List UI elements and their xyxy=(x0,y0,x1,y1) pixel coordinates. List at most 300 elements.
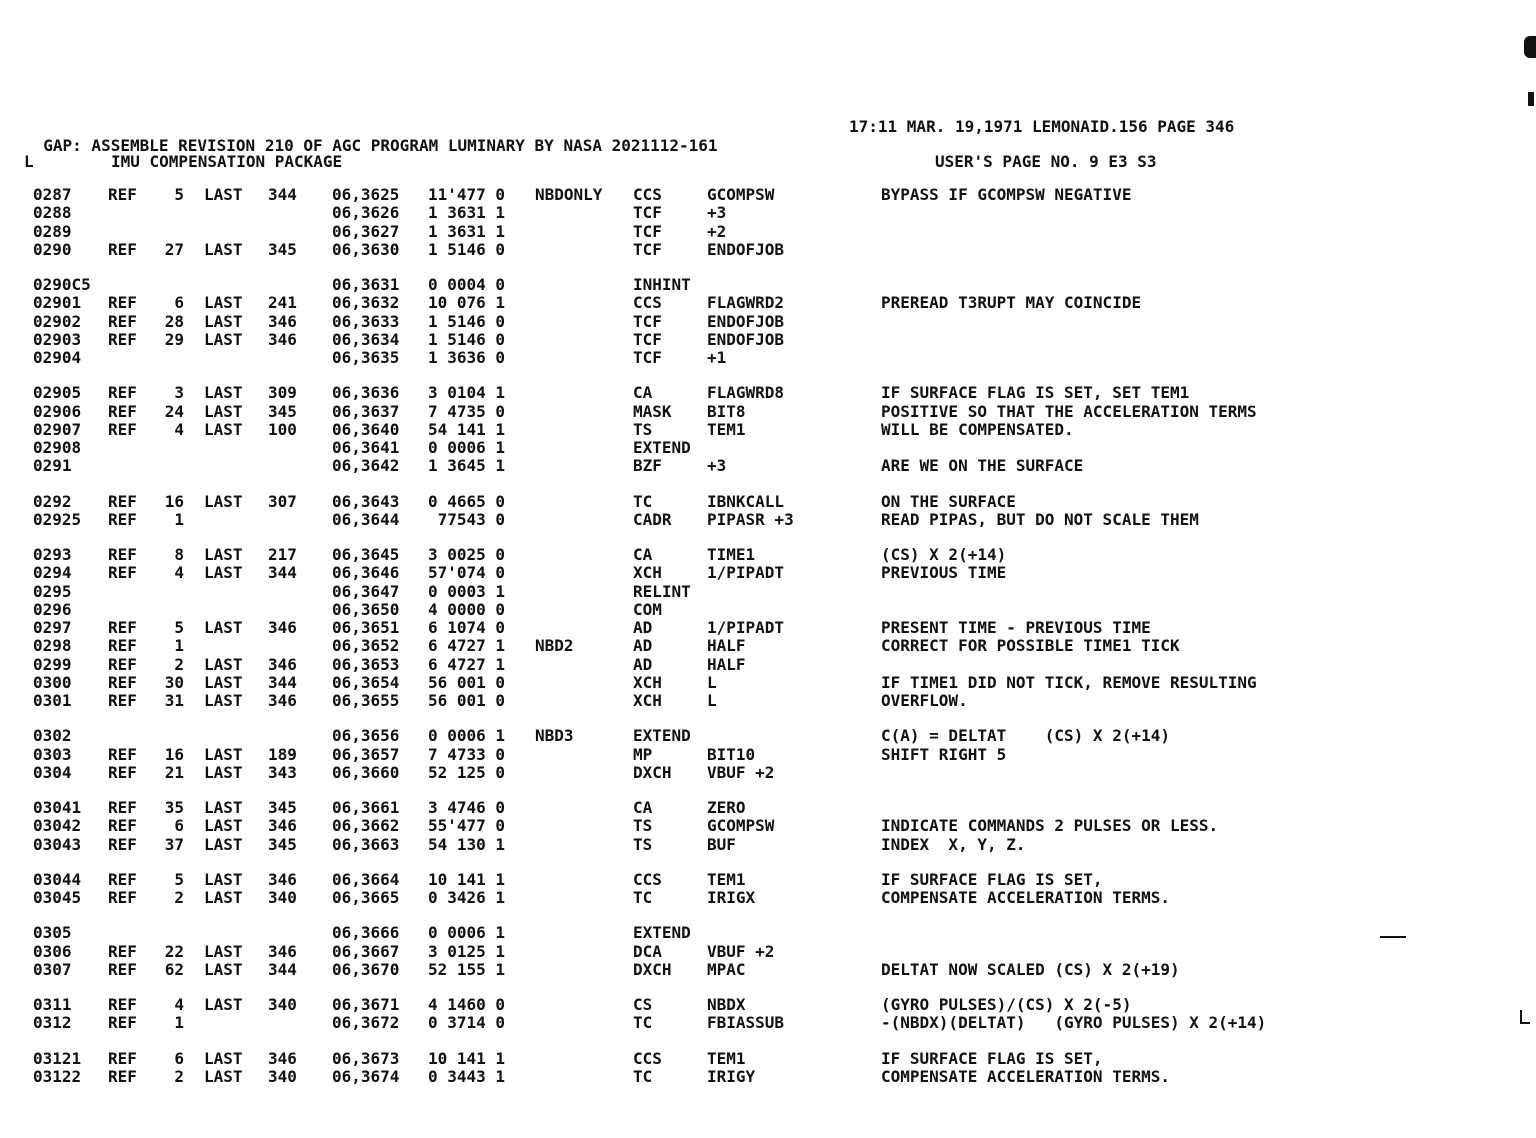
ref-count: 5 xyxy=(174,869,184,889)
operand: VBUF +2 xyxy=(707,762,775,782)
blank-line xyxy=(0,907,1536,924)
opcode: CCS xyxy=(633,869,662,889)
operand: TIME1 xyxy=(707,545,756,564)
address: 06,3670 xyxy=(332,959,400,979)
last-page: 346 xyxy=(268,816,297,836)
last-page: 346 xyxy=(268,1048,297,1068)
listing-row xyxy=(0,889,1536,907)
address: 06,3652 xyxy=(332,636,400,656)
opcode: RELINT xyxy=(633,581,691,601)
address: 06,3653 xyxy=(332,654,400,674)
comment: INDEX X, Y, Z. xyxy=(881,834,1026,854)
ref-keyword: REF xyxy=(108,545,137,564)
octal-word: 7 4733 0 xyxy=(428,744,506,764)
last-page: 307 xyxy=(268,491,297,511)
line-number: 03042 xyxy=(33,816,82,836)
operand: PIPASR +3 xyxy=(707,509,794,529)
ref-count: 35 xyxy=(164,798,184,817)
last-page: 346 xyxy=(268,311,297,331)
opcode: CCS xyxy=(633,185,662,204)
comment: COMPENSATE ACCELERATION TERMS. xyxy=(881,888,1170,907)
last-keyword: LAST xyxy=(204,941,243,961)
last-keyword: LAST xyxy=(204,239,243,259)
address: 06,3631 xyxy=(332,275,400,294)
line-number: 02904 xyxy=(33,348,82,367)
ref-keyword: REF xyxy=(108,239,137,259)
operand: IBNKCALL xyxy=(707,491,785,511)
opcode: XCH xyxy=(633,672,662,692)
opcode: CCS xyxy=(633,1048,662,1068)
operand: FLAGWRD8 xyxy=(707,383,785,403)
last-page: 344 xyxy=(268,959,297,979)
ref-count: 1 xyxy=(174,636,184,656)
ref-keyword: REF xyxy=(108,1066,137,1086)
last-keyword: LAST xyxy=(204,654,243,674)
opcode: TC xyxy=(633,1013,653,1033)
listing-row xyxy=(0,836,1536,854)
comment: READ PIPAS, BUT DO NOT SCALE THEM xyxy=(881,509,1199,529)
address: 06,3634 xyxy=(332,329,400,349)
operand: ENDOFJOB xyxy=(707,329,785,349)
opcode: CA xyxy=(633,545,653,564)
octal-word: 0 3443 1 xyxy=(428,1066,506,1086)
operand: FLAGWRD2 xyxy=(707,293,785,313)
line-number: 02908 xyxy=(33,438,82,457)
last-page: 340 xyxy=(268,995,297,1014)
listing-row xyxy=(0,674,1536,692)
comment: OVERFLOW. xyxy=(881,691,968,710)
last-keyword: LAST xyxy=(204,1066,243,1086)
comment: (CS) X 2(+14) xyxy=(881,545,1007,564)
comment: PREREAD T3RUPT MAY COINCIDE xyxy=(881,293,1142,313)
operand: GCOMPSW xyxy=(707,185,775,204)
comment: POSITIVE SO THAT THE ACCELERATION TERMS xyxy=(881,401,1257,421)
last-keyword: LAST xyxy=(204,401,243,421)
listing-row xyxy=(0,601,1536,619)
address: 06,3651 xyxy=(332,618,400,637)
operand: +1 xyxy=(707,348,727,367)
address: 06,3647 xyxy=(332,581,400,601)
opcode: EXTEND xyxy=(633,726,691,746)
opcode: TS xyxy=(633,834,653,854)
ref-keyword: REF xyxy=(108,834,137,854)
ref-keyword: REF xyxy=(108,691,137,710)
ref-keyword: REF xyxy=(108,293,137,313)
last-keyword: LAST xyxy=(204,618,243,637)
last-keyword: LAST xyxy=(204,869,243,889)
line-number: 03121 xyxy=(33,1048,82,1068)
ref-keyword: REF xyxy=(108,401,137,421)
last-page: 343 xyxy=(268,762,297,782)
comment: IF SURFACE FLAG IS SET, xyxy=(881,869,1103,889)
octal-word: 0 0003 1 xyxy=(428,581,506,601)
opcode: AD xyxy=(633,654,653,674)
last-page: 346 xyxy=(268,869,297,889)
comment: INDICATE COMMANDS 2 PULSES OR LESS. xyxy=(881,816,1219,836)
comment: SHIFT RIGHT 5 xyxy=(881,744,1007,764)
comment: COMPENSATE ACCELERATION TERMS. xyxy=(881,1066,1170,1086)
opcode: MP xyxy=(633,744,653,764)
ref-count: 4 xyxy=(174,563,184,583)
last-keyword: LAST xyxy=(204,329,243,349)
ref-keyword: REF xyxy=(108,491,137,511)
octal-word: 1 3631 1 xyxy=(428,203,506,223)
octal-word: 52 125 0 xyxy=(428,762,506,782)
scan-mark xyxy=(1524,36,1536,58)
ref-keyword: REF xyxy=(108,383,137,403)
opcode: TC xyxy=(633,491,653,511)
address: 06,3625 xyxy=(332,185,400,204)
octal-word: 1 5146 0 xyxy=(428,311,506,331)
operand: GCOMPSW xyxy=(707,816,775,836)
last-keyword: LAST xyxy=(204,959,243,979)
operand: MPAC xyxy=(707,959,746,979)
operand: HALF xyxy=(707,636,746,656)
opcode: BZF xyxy=(633,456,662,476)
octal-word: 10 076 1 xyxy=(428,293,506,313)
address: 06,3627 xyxy=(332,221,400,241)
listing-row xyxy=(0,331,1536,349)
octal-word: 1 3636 0 xyxy=(428,348,506,367)
opcode: DXCH xyxy=(633,762,672,782)
octal-word: 1 3645 1 xyxy=(428,456,506,476)
last-page: 344 xyxy=(268,672,297,692)
address: 06,3644 xyxy=(332,509,400,529)
address: 06,3672 xyxy=(332,1013,400,1033)
label: NBDONLY xyxy=(535,185,603,204)
ref-keyword: REF xyxy=(108,995,137,1014)
line-number: 02906 xyxy=(33,401,82,421)
operand: IRIGY xyxy=(707,1066,756,1086)
address: 06,3663 xyxy=(332,834,400,854)
octal-word: 0 0006 1 xyxy=(428,438,506,457)
octal-word: 54 141 1 xyxy=(428,419,506,439)
address: 06,3662 xyxy=(332,816,400,836)
line-number: 0288 xyxy=(33,203,72,223)
opcode: TCF xyxy=(633,239,662,259)
octal-word: 1 3631 1 xyxy=(428,221,506,241)
last-keyword: LAST xyxy=(204,995,243,1014)
line-number: 0287 xyxy=(33,185,72,204)
comment: DELTAT NOW SCALED (CS) X 2(+19) xyxy=(881,959,1180,979)
address: 06,3673 xyxy=(332,1048,400,1068)
blank-line xyxy=(0,367,1536,384)
listing-row xyxy=(0,276,1536,294)
ref-keyword: REF xyxy=(108,1013,137,1033)
listing-row xyxy=(0,746,1536,764)
address: 06,3664 xyxy=(332,869,400,889)
line-number: 0289 xyxy=(33,221,72,241)
listing-row xyxy=(0,1068,1536,1086)
listing-row xyxy=(0,457,1536,475)
last-page: 346 xyxy=(268,941,297,961)
octal-word: 0 4665 0 xyxy=(428,491,506,511)
last-keyword: LAST xyxy=(204,691,243,710)
ref-keyword: REF xyxy=(108,816,137,836)
line-number: 03122 xyxy=(33,1066,82,1086)
line-number: 02903 xyxy=(33,329,82,349)
operand: VBUF +2 xyxy=(707,941,775,961)
operand: BUF xyxy=(707,834,736,854)
ref-keyword: REF xyxy=(108,419,137,439)
blank-line xyxy=(0,476,1536,493)
blank-line xyxy=(0,259,1536,276)
operand: ENDOFJOB xyxy=(707,239,785,259)
last-keyword: LAST xyxy=(204,1048,243,1068)
octal-word: 0 0004 0 xyxy=(428,275,506,294)
ref-count: 5 xyxy=(174,618,184,637)
octal-word: 1 5146 0 xyxy=(428,329,506,349)
address: 06,3635 xyxy=(332,348,400,367)
comment: WILL BE COMPENSATED. xyxy=(881,419,1074,439)
scan-mark xyxy=(1380,936,1406,938)
octal-word: 3 0125 1 xyxy=(428,941,506,961)
opcode: EXTEND xyxy=(633,923,691,943)
last-keyword: LAST xyxy=(204,491,243,511)
address: 06,3640 xyxy=(332,419,400,439)
ref-count: 2 xyxy=(174,888,184,907)
comment: IF TIME1 DID NOT TICK, REMOVE RESULTING xyxy=(881,672,1257,692)
blank-line xyxy=(0,979,1536,996)
line-number: 0296 xyxy=(33,599,72,619)
blank-line xyxy=(0,854,1536,871)
blank-line xyxy=(0,529,1536,546)
listing-row xyxy=(0,493,1536,511)
scan-mark xyxy=(1528,92,1534,106)
opcode: XCH xyxy=(633,691,662,710)
last-keyword: LAST xyxy=(204,834,243,854)
line-number: 0306 xyxy=(33,941,72,961)
opcode: INHINT xyxy=(633,275,691,294)
comment: C(A) = DELTAT (CS) X 2(+14) xyxy=(881,726,1170,746)
listing-row xyxy=(0,1050,1536,1068)
opcode: TS xyxy=(633,419,653,439)
operand: BIT10 xyxy=(707,744,756,764)
ref-count: 22 xyxy=(164,941,184,961)
octal-word: 77543 0 xyxy=(428,509,506,529)
line-number: 03041 xyxy=(33,798,82,817)
address: 06,3632 xyxy=(332,293,400,313)
listing-row xyxy=(0,799,1536,817)
last-page: 346 xyxy=(268,618,297,637)
last-keyword: LAST xyxy=(204,293,243,313)
opcode: TC xyxy=(633,1066,653,1086)
last-page: 344 xyxy=(268,185,297,204)
line-number: 0304 xyxy=(33,762,72,782)
ref-keyword: REF xyxy=(108,672,137,692)
ref-count: 29 xyxy=(164,329,184,349)
listing-row xyxy=(0,871,1536,889)
operand: IRIGX xyxy=(707,888,756,907)
comment: CORRECT FOR POSSIBLE TIME1 TICK xyxy=(881,636,1180,656)
line-number: 0301 xyxy=(33,691,72,710)
last-page: 346 xyxy=(268,654,297,674)
last-page: 309 xyxy=(268,383,297,403)
opcode: XCH xyxy=(633,563,662,583)
ref-count: 24 xyxy=(164,401,184,421)
assembly-listing xyxy=(0,186,1536,1086)
address: 06,3665 xyxy=(332,888,400,907)
octal-word: 55'477 0 xyxy=(428,816,506,836)
last-page: 346 xyxy=(268,691,297,710)
ref-count: 4 xyxy=(174,419,184,439)
listing-row xyxy=(0,186,1536,204)
last-keyword: LAST xyxy=(204,185,243,204)
last-page: 340 xyxy=(268,1066,297,1086)
listing-row xyxy=(0,656,1536,674)
last-page: 345 xyxy=(268,798,297,817)
address: 06,3643 xyxy=(332,491,400,511)
octal-word: 4 1460 0 xyxy=(428,995,506,1014)
listing-row xyxy=(0,546,1536,564)
last-keyword: LAST xyxy=(204,563,243,583)
ref-keyword: REF xyxy=(108,509,137,529)
ref-count: 6 xyxy=(174,1048,184,1068)
ref-count: 37 xyxy=(164,834,184,854)
ref-keyword: REF xyxy=(108,941,137,961)
listing-row xyxy=(0,619,1536,637)
operand: +3 xyxy=(707,456,727,476)
address: 06,3630 xyxy=(332,239,400,259)
octal-word: 3 4746 0 xyxy=(428,798,506,817)
comment: ON THE SURFACE xyxy=(881,491,1016,511)
ref-keyword: REF xyxy=(108,329,137,349)
line-number: 0291 xyxy=(33,456,72,476)
opcode: TCF xyxy=(633,221,662,241)
last-page: 189 xyxy=(268,744,297,764)
blank-line xyxy=(0,710,1536,727)
ref-count: 2 xyxy=(174,1066,184,1086)
address: 06,3666 xyxy=(332,923,400,943)
listing-row xyxy=(0,692,1536,710)
opcode: TCF xyxy=(633,329,662,349)
address: 06,3660 xyxy=(332,762,400,782)
operand: BIT8 xyxy=(707,401,746,421)
address: 06,3650 xyxy=(332,599,400,619)
line-number: 0312 xyxy=(33,1013,72,1033)
last-keyword: LAST xyxy=(204,672,243,692)
ref-count: 6 xyxy=(174,293,184,313)
opcode: CCS xyxy=(633,293,662,313)
section-title: IMU COMPENSATION PACKAGE xyxy=(111,152,343,171)
opcode: TS xyxy=(633,816,653,836)
ref-count: 2 xyxy=(174,654,184,674)
address: 06,3671 xyxy=(332,995,400,1014)
octal-word: 1 5146 0 xyxy=(428,239,506,259)
octal-word: 6 4727 1 xyxy=(428,654,506,674)
line-number: 0298 xyxy=(33,636,72,656)
ref-count: 31 xyxy=(164,691,184,710)
line-number: 0294 xyxy=(33,563,72,583)
octal-word: 10 141 1 xyxy=(428,1048,506,1068)
line-number: 02925 xyxy=(33,509,82,529)
listing-row xyxy=(0,511,1536,529)
ref-count: 27 xyxy=(164,239,184,259)
operand: TEM1 xyxy=(707,419,746,439)
address: 06,3646 xyxy=(332,563,400,583)
last-page: 344 xyxy=(268,563,297,583)
operand: HALF xyxy=(707,654,746,674)
label: NBD3 xyxy=(535,726,574,746)
last-page: 217 xyxy=(268,545,297,564)
octal-word: 7 4735 0 xyxy=(428,401,506,421)
address: 06,3642 xyxy=(332,456,400,476)
listing-row xyxy=(0,727,1536,745)
line-number: 02907 xyxy=(33,419,82,439)
opcode: COM xyxy=(633,599,662,619)
subheader-l: L xyxy=(24,152,34,171)
opcode: TCF xyxy=(633,203,662,223)
ref-count: 3 xyxy=(174,383,184,403)
listing-row xyxy=(0,583,1536,601)
address: 06,3655 xyxy=(332,691,400,710)
line-number: 0295 xyxy=(33,581,72,601)
line-number: 03043 xyxy=(33,834,82,854)
listing-row xyxy=(0,996,1536,1014)
listing-row xyxy=(0,943,1536,961)
operand: 1/PIPADT xyxy=(707,563,785,583)
address: 06,3636 xyxy=(332,383,400,403)
line-number: 0303 xyxy=(33,744,72,764)
octal-word: 52 155 1 xyxy=(428,959,506,979)
octal-word: 3 0104 1 xyxy=(428,383,506,403)
last-keyword: LAST xyxy=(204,311,243,331)
line-number: 03045 xyxy=(33,888,82,907)
ref-count: 30 xyxy=(164,672,184,692)
ref-keyword: REF xyxy=(108,1048,137,1068)
address: 06,3654 xyxy=(332,672,400,692)
ref-keyword: REF xyxy=(108,959,137,979)
operand: TEM1 xyxy=(707,869,746,889)
address: 06,3626 xyxy=(332,203,400,223)
line-number: 0307 xyxy=(33,959,72,979)
listing-row xyxy=(0,241,1536,259)
opcode: DXCH xyxy=(633,959,672,979)
line-number: 0311 xyxy=(33,995,72,1014)
ref-count: 8 xyxy=(174,545,184,564)
scan-mark xyxy=(1520,1022,1530,1024)
opcode: CA xyxy=(633,798,653,817)
blank-line xyxy=(0,782,1536,799)
last-keyword: LAST xyxy=(204,419,243,439)
operand: 1/PIPADT xyxy=(707,618,785,637)
operand: L xyxy=(707,672,717,692)
octal-word: 0 3714 0 xyxy=(428,1013,506,1033)
ref-count: 21 xyxy=(164,762,184,782)
ref-count: 5 xyxy=(174,185,184,204)
opcode: TC xyxy=(633,888,653,907)
octal-word: 10 141 1 xyxy=(428,869,506,889)
ref-keyword: REF xyxy=(108,762,137,782)
octal-word: 0 0006 1 xyxy=(428,726,506,746)
line-number: 0305 xyxy=(33,923,72,943)
address: 06,3656 xyxy=(332,726,400,746)
last-page: 241 xyxy=(268,293,297,313)
listing-row xyxy=(0,294,1536,312)
ref-keyword: REF xyxy=(108,744,137,764)
listing-row xyxy=(0,961,1536,979)
octal-word: 56 001 0 xyxy=(428,691,506,710)
opcode: TCF xyxy=(633,348,662,367)
line-number: 0297 xyxy=(33,618,72,637)
ref-count: 62 xyxy=(164,959,184,979)
page-subheader xyxy=(24,152,1314,172)
last-page: 345 xyxy=(268,401,297,421)
last-page: 345 xyxy=(268,834,297,854)
comment: (GYRO PULSES)/(CS) X 2(-5) xyxy=(881,995,1132,1014)
line-number: 0290 xyxy=(33,239,72,259)
comment: IF SURFACE FLAG IS SET, SET TEM1 xyxy=(881,383,1190,403)
